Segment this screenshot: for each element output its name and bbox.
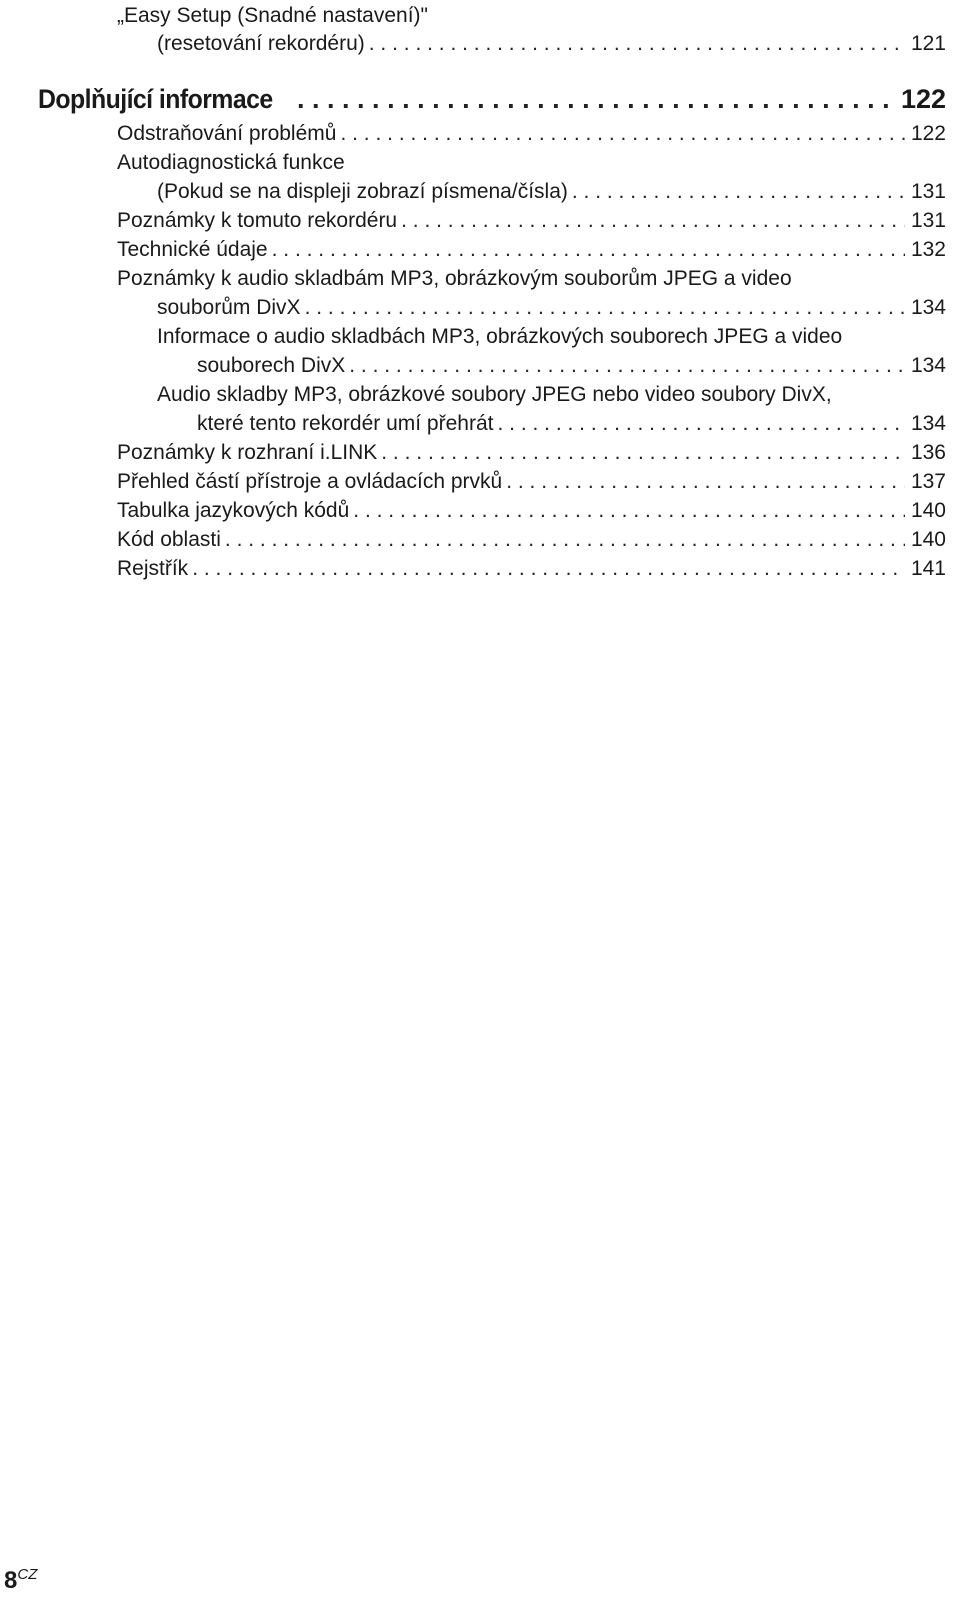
toc-entry-title: Kód oblasti: [117, 528, 221, 551]
toc-entry-title: Odstraňování problémů: [117, 122, 337, 145]
toc-entry-title: Rejstřík: [117, 557, 189, 580]
toc-entry-area-code[interactable]: [117, 526, 946, 554]
toc-entry-index[interactable]: [117, 555, 946, 583]
toc-page-number: 134: [910, 296, 946, 319]
toc-entry-divx-info[interactable]: [197, 352, 946, 380]
toc-entry-playable-by-recorder[interactable]: [197, 410, 946, 438]
toc-entry-title: Tabulka jazykových kódů: [117, 499, 350, 522]
toc-entry-title: (Pokud se na displeji zobrazí písmena/čísla): [157, 180, 568, 203]
dot-leader: [225, 526, 905, 554]
toc-entry-title: Autodiagnostická funkce: [117, 151, 345, 174]
toc-entry-title: souborům DivX: [157, 296, 301, 319]
toc-entry-recorder-notes[interactable]: [117, 207, 946, 235]
toc-page-number: 132: [910, 238, 946, 261]
toc-entry-self-diagnosis: [117, 149, 345, 177]
toc-page-number: 137: [910, 470, 946, 493]
toc-entry-title: Poznámky k audio skladbám MP3, obrázkovým souborům JPEG a video: [117, 267, 792, 290]
toc-entry-divx-files[interactable]: [157, 294, 946, 322]
toc-entry-display-codes[interactable]: [157, 178, 946, 206]
toc-entry-title: Poznámky k tomuto rekordéru: [117, 209, 398, 232]
toc-entry-language-codes[interactable]: [117, 497, 946, 525]
toc-page-number: 141: [910, 557, 946, 580]
dot-leader: [272, 236, 905, 264]
toc-entry-title: souborech DivX: [197, 354, 346, 377]
dot-leader: [497, 410, 904, 438]
toc-entry-ilink[interactable]: [117, 439, 946, 467]
dot-leader: [340, 120, 904, 148]
dot-leader: [297, 81, 895, 117]
toc-entry-easy-setup: [117, 2, 428, 30]
dot-leader: [349, 352, 905, 380]
toc-entry-title: (resetování rekordéru): [157, 32, 365, 55]
dot-leader: [401, 207, 905, 235]
footer-page-number: 8: [4, 1567, 18, 1594]
toc-page-number: 131: [910, 209, 946, 232]
dot-leader: [353, 497, 905, 525]
page-footer: [4, 1566, 37, 1595]
toc-page-number: 122: [900, 84, 946, 114]
toc-page-number: 140: [910, 499, 946, 522]
toc-page-number: 134: [910, 412, 946, 435]
toc-page-number: 140: [910, 528, 946, 551]
toc-entry-title: Informace o audio skladbách MP3, obrázkových souborech JPEG a video: [157, 325, 843, 348]
toc-page-number: 121: [910, 32, 946, 55]
section-heading-title: Doplňující informace: [38, 84, 273, 114]
toc-page-number: 136: [910, 441, 946, 464]
toc-entry-mp3-info: [157, 323, 842, 351]
toc-entry-title: Technické údaje: [117, 238, 268, 261]
dot-leader: [192, 555, 905, 583]
toc-section-heading[interactable]: [38, 81, 946, 117]
toc-entry-mp3-notes: [117, 265, 792, 293]
footer-language-code: CZ: [17, 1566, 38, 1583]
toc-entry-troubleshooting[interactable]: [117, 120, 946, 148]
toc-page-number: 134: [910, 354, 946, 377]
toc-entry-specifications[interactable]: [117, 236, 946, 264]
toc-entry-title: které tento rekordér umí přehrát: [197, 412, 494, 435]
toc-page-number: 122: [910, 122, 946, 145]
toc-entry-reset[interactable]: [157, 30, 946, 58]
dot-leader: [305, 294, 905, 322]
dot-leader: [381, 439, 905, 467]
toc-page-number: 131: [910, 180, 946, 203]
dot-leader: [369, 30, 905, 58]
dot-leader: [506, 468, 905, 496]
toc-entry-title: „Easy Setup (Snadné nastavení)": [117, 4, 428, 27]
dot-leader: [572, 178, 905, 206]
toc-entry-title: Přehled částí přístroje a ovládacích prvků: [117, 470, 503, 493]
toc-entry-parts-controls[interactable]: [117, 468, 946, 496]
toc-entry-title: Poznámky k rozhraní i.LINK: [117, 441, 378, 464]
toc-entry-title: Audio skladby MP3, obrázkové soubory JPEG nebo video soubory DivX,: [157, 383, 832, 406]
toc-entry-playable-files: [157, 381, 832, 409]
